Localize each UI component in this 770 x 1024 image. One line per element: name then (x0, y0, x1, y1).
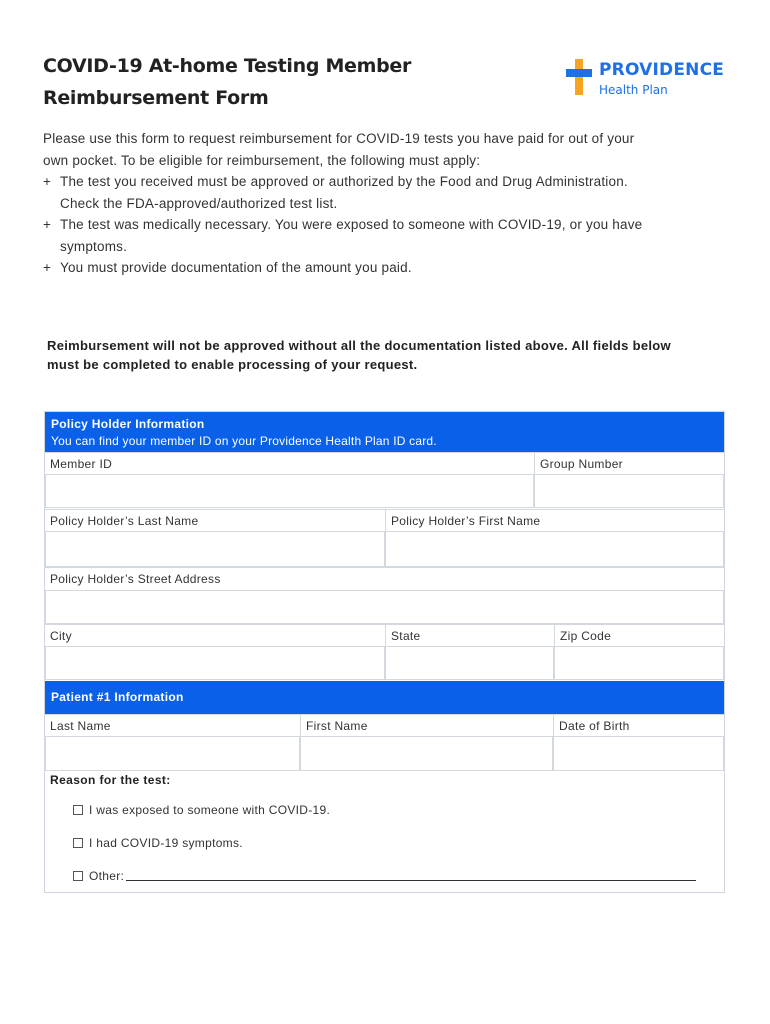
bullet-text-cont: symptoms. (60, 238, 128, 254)
option-other-label: Other: (89, 869, 125, 883)
patient-first-name-field[interactable] (300, 736, 553, 771)
street-address-label: Policy Holder’s Street Address (45, 567, 724, 590)
bullet-item (43, 171, 723, 214)
other-checkbox[interactable] (73, 871, 83, 881)
option-other[interactable] (73, 869, 696, 883)
bullet-marker: + (43, 217, 52, 232)
option-exposed-label: I was exposed to someone with COVID-19. (89, 803, 331, 817)
bullet-item (43, 214, 723, 257)
documentation-notice (47, 336, 727, 374)
form-title-line1: COVID-19 At-home Testing Member (43, 55, 412, 77)
state-label: State (385, 624, 554, 647)
policy-holder-title: Policy Holder Information (51, 417, 205, 431)
option-symptoms[interactable] (73, 836, 243, 850)
exposed-checkbox[interactable] (73, 805, 83, 815)
member-id-label: Member ID (45, 452, 534, 475)
city-field[interactable] (45, 646, 385, 680)
group-number-field[interactable] (534, 474, 724, 508)
holder-last-name-label: Policy Holder’s Last Name (45, 509, 385, 532)
reason-title: Reason for the test: (50, 773, 171, 787)
holder-first-name-field[interactable] (385, 531, 724, 567)
policy-holder-header (45, 412, 724, 452)
bullet-text: The test you received must be approved or authorized by the Food and Drug Administration. (60, 174, 628, 189)
policy-holder-subtitle: You can find your member ID on your Providence Health Plan ID card. (51, 434, 437, 448)
logo-subtitle: Health Plan (599, 83, 668, 97)
form-title-line2: Reimbursement Form (43, 87, 269, 109)
intro-text (43, 128, 723, 279)
symptoms-checkbox[interactable] (73, 838, 83, 848)
form-title (43, 50, 463, 114)
zip-code-field[interactable] (554, 646, 724, 680)
patient-first-name-label: First Name (300, 714, 553, 737)
patient-header (45, 681, 724, 714)
street-address-field[interactable] (45, 590, 724, 624)
state-field[interactable] (385, 646, 554, 680)
intro-line2: own pocket. To be eligible for reimbursement, the following must apply: (43, 152, 481, 168)
bullet-text: You must provide documentation of the amount you paid. (60, 260, 412, 275)
date-of-birth-label: Date of Birth (553, 714, 724, 737)
intro-line1: Please use this form to request reimbursement for COVID-19 tests you have paid for out of your (43, 131, 635, 146)
notice-line1: Reimbursement will not be approved without all the documentation listed above. All fields below (47, 338, 671, 353)
holder-first-name-label: Policy Holder’s First Name (385, 509, 724, 532)
date-of-birth-field[interactable] (553, 736, 724, 771)
bullet-text: The test was medically necessary. You were exposed to someone with COVID-19, or you have (60, 217, 643, 232)
option-exposed[interactable] (73, 803, 330, 817)
bullet-text-cont: Check the FDA-approved/authorized test list. (60, 195, 338, 211)
patient-header-title: Patient #1 Information (51, 690, 184, 704)
logo-name: PROVIDENCE (599, 60, 725, 80)
other-text-line[interactable] (126, 871, 696, 881)
notice-line2: must be completed to enable processing of your request. (47, 357, 418, 372)
bullet-marker: + (43, 260, 52, 275)
providence-cross-icon (566, 59, 594, 95)
bullet-item (43, 257, 723, 279)
bullet-marker: + (43, 174, 52, 189)
providence-logo (566, 58, 736, 102)
holder-last-name-field[interactable] (45, 531, 385, 567)
group-number-label: Group Number (534, 452, 724, 475)
option-symptoms-label: I had COVID-19 symptoms. (89, 836, 243, 850)
reimbursement-form (44, 411, 725, 893)
patient-last-name-field[interactable] (45, 736, 300, 771)
patient-last-name-label: Last Name (45, 714, 300, 737)
city-label: City (45, 624, 385, 647)
zip-code-label: Zip Code (554, 624, 724, 647)
member-id-field[interactable] (45, 474, 534, 508)
